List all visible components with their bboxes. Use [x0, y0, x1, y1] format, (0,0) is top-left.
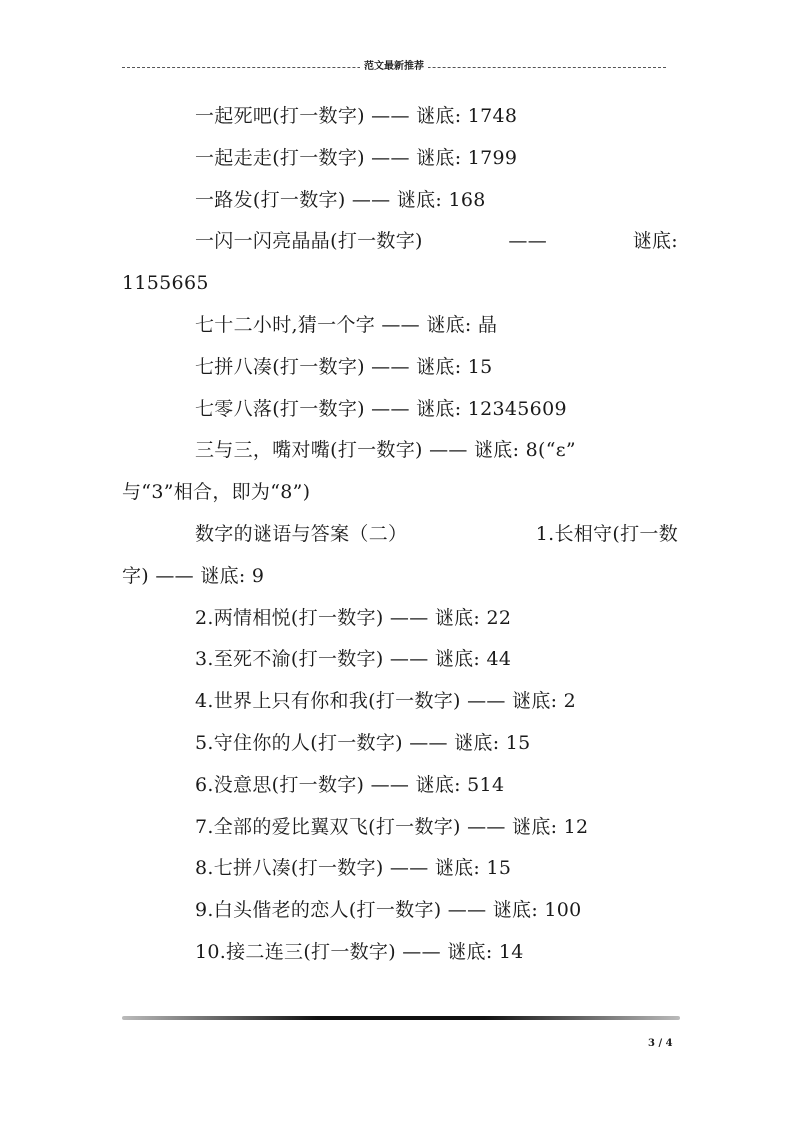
riddle-answer-label: 谜底: — [632, 230, 678, 253]
section-heading: 数字的谜语与答案（二） — [195, 522, 408, 545]
riddle-line: 七拼八凑(打一数字) —— 谜底: 15 — [195, 355, 493, 378]
riddle-line: 3.至死不渝(打一数字) —— 谜底: 44 — [195, 648, 512, 671]
document-body — [122, 96, 678, 974]
riddle-line: 8.七拼八凑(打一数字) —— 谜底: 15 — [195, 857, 512, 880]
riddle-line-continued: 1155665 — [122, 272, 209, 295]
riddle-line — [122, 221, 678, 263]
riddle-line: 9.白头偕老的恋人(打一数字) —— 谜底: 100 — [195, 899, 582, 922]
riddle-line: 10.接二连三(打一数字) —— 谜底: 14 — [195, 940, 524, 963]
page-header — [122, 58, 666, 78]
riddle-line: 5.守住你的人(打一数字) —— 谜底: 15 — [195, 731, 531, 754]
riddle-line: 三与三，嘴对嘴(打一数字) —— 谜底: 8(“ε” — [195, 439, 576, 462]
riddle-line-continued: 与“3”相合，即为“8”) — [122, 481, 311, 504]
footer-divider — [122, 1016, 680, 1020]
riddle-line-continued: 字) —— 谜底: 9 — [122, 564, 265, 587]
riddle-question: 1.长相守(打一数 — [535, 522, 678, 545]
riddle-line: 6.没意思(打一数字) —— 谜底: 514 — [195, 773, 505, 796]
riddle-line: 7.全部的爱比翼双飞(打一数字) —— 谜底: 12 — [195, 815, 589, 838]
header-title: 范文最新推荐 — [360, 59, 428, 75]
riddle-line: 一起走走(打一数字) —— 谜底: 1799 — [195, 146, 518, 169]
riddle-line: 一起死吧(打一数字) —— 谜底: 1748 — [195, 105, 518, 127]
riddle-dash: —— — [508, 230, 548, 253]
riddle-line: 七零八落(打一数字) —— 谜底: 12345609 — [195, 397, 567, 420]
page-number: 3 / 4 — [648, 1038, 673, 1049]
riddle-line: 2.两情相悦(打一数字) —— 谜底: 22 — [195, 606, 512, 629]
riddle-question: 一闪一闪亮晶晶(打一数字) — [195, 230, 423, 253]
riddle-line: 七十二小时,猜一个字 —— 谜底: 晶 — [195, 313, 498, 336]
section-heading-line — [122, 514, 678, 556]
riddle-line: 4.世界上只有你和我(打一数字) —— 谜底: 2 — [195, 690, 577, 713]
riddle-line: 一路发(打一数字) —— 谜底: 168 — [195, 188, 486, 211]
